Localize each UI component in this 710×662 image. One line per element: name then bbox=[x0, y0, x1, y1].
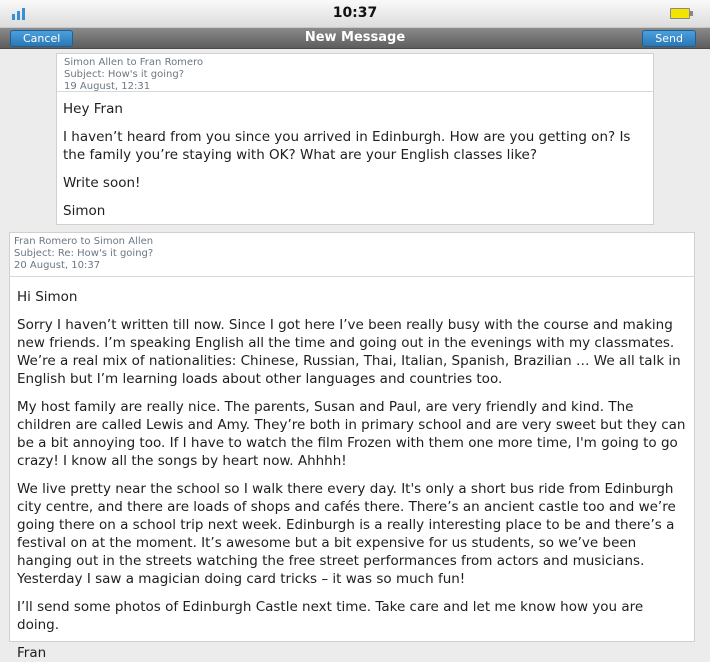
status-time: 10:37 bbox=[332, 5, 378, 21]
message-header bbox=[10, 233, 694, 277]
message-paragraph: Sorry I haven’t written till now. Since I got here I’ve been really busy with the course and making new friends. I’m speaking English all the time and going out in the evenings with my classmates. We’re a real mix of nationalities: Chinese, Russian, Thai, Italian, Spanish, Brazilian … We all talk in English but I’m learning loads about other languages and countries too. bbox=[17, 317, 681, 387]
message-paragraph: I’ll send some photos of Edinburgh Castle next time. Take care and let me know how you are doing. bbox=[17, 599, 644, 633]
message-paragraph: I haven’t heard from you since you arrived in Edinburgh. How are you getting on? Is the family you’re staying with OK? What are your English classes like? bbox=[63, 129, 631, 163]
page-title: New Message bbox=[304, 30, 406, 45]
message-from-to: Simon Allen to Fran Romero bbox=[64, 57, 204, 68]
message-paragraph: Write soon! bbox=[63, 175, 141, 191]
message-date: 20 August, 10:37 bbox=[14, 260, 101, 271]
message-body bbox=[57, 92, 653, 220]
message-signoff: Simon bbox=[63, 203, 106, 219]
message-subject: Subject: Re: How's it going? bbox=[14, 248, 154, 259]
cancel-button[interactable]: Cancel bbox=[10, 30, 73, 47]
message-date: 19 August, 12:31 bbox=[64, 81, 151, 92]
original-message bbox=[56, 53, 654, 225]
message-signoff: Fran bbox=[17, 645, 47, 661]
battery-icon bbox=[670, 8, 690, 19]
status-bar bbox=[0, 0, 710, 28]
message-body bbox=[10, 277, 694, 662]
message-paragraph: My host family are really nice. The parents, Susan and Paul, are very friendly and kind. The children are called Lewis and Amy. They’re both in primary school and are very sweet but they can be a bit annoying too. If I have to watch the film Frozen with them one more time, I'm going to go crazy! I know all the songs by heart now. Ahhhh! bbox=[17, 399, 686, 469]
message-from-to: Fran Romero to Simon Allen bbox=[14, 236, 154, 247]
message-paragraph: We live pretty near the school so I walk there every day. It's only a short bus ride from Edinburgh city centre, and there are loads of shops and cafés there. There’s an ancient castle too and we’re going there on a school trip next week. Edinburgh is a really interesting place to be and there’s a festival on at the moment. It’s awesome but a bit expensive for us students, so we’ve been hanging out in the streets watching the free street performances from actors and musicians. Yesterday I saw a magician doing card tricks – it was so much fun! bbox=[17, 481, 676, 587]
message-greeting: Hey Fran bbox=[63, 101, 123, 117]
send-button[interactable]: Send bbox=[642, 30, 696, 47]
message-header bbox=[57, 54, 653, 92]
nav-bar bbox=[0, 28, 710, 49]
message-subject: Subject: How's it going? bbox=[64, 69, 184, 80]
message-greeting: Hi Simon bbox=[17, 289, 78, 305]
reply-message bbox=[9, 232, 695, 661]
